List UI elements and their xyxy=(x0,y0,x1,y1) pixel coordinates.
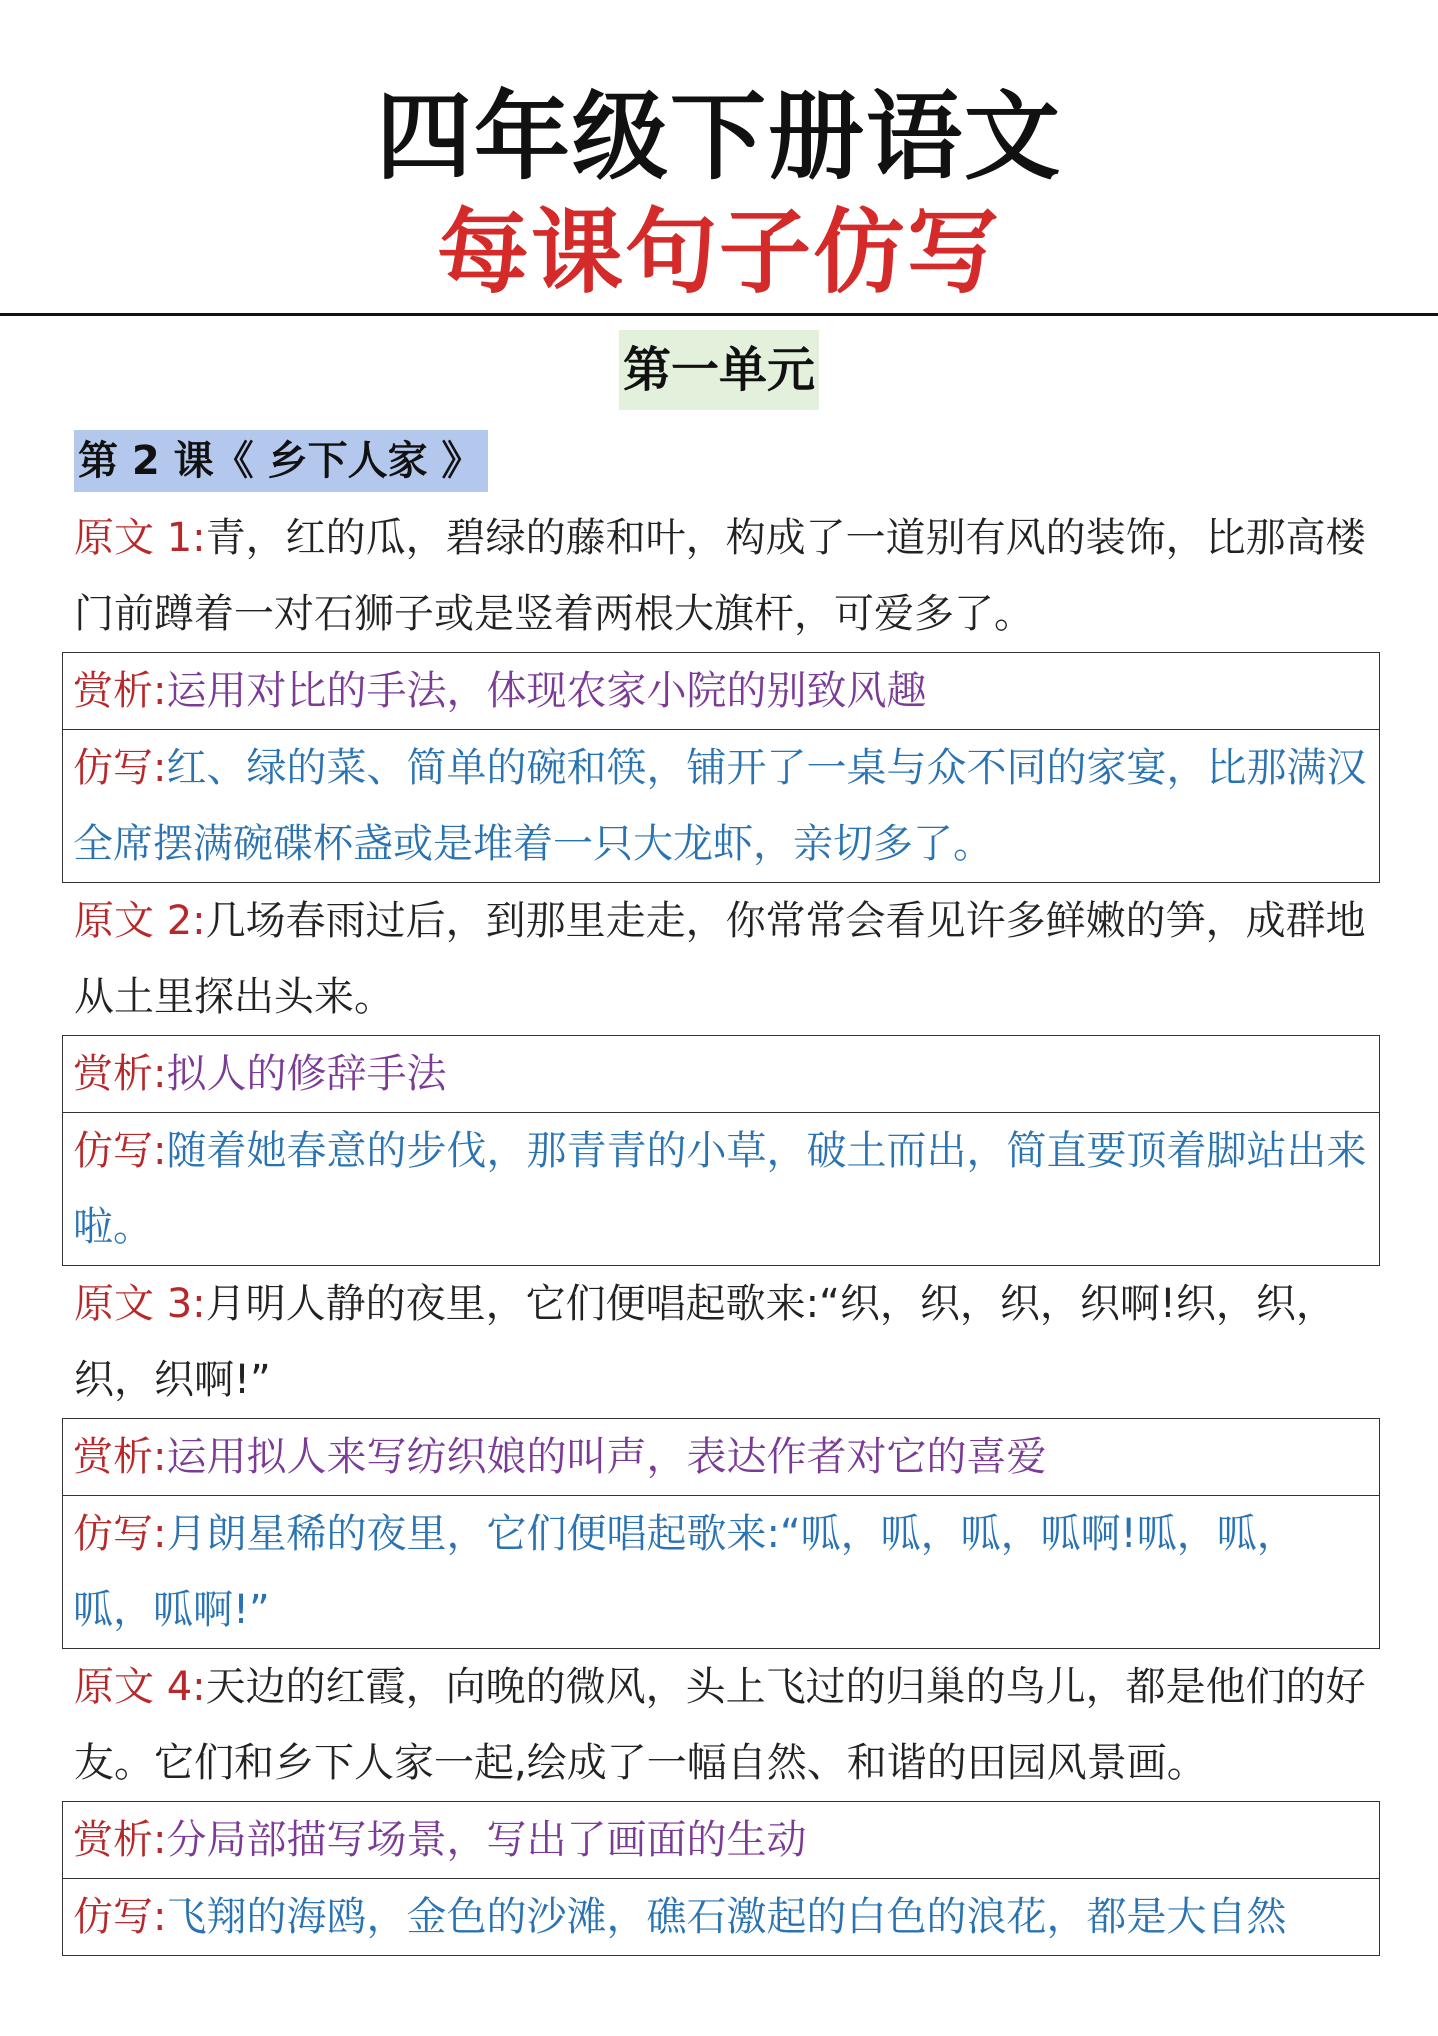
analysis-text: 运用对比的手法，体现农家小院的别致风趣 xyxy=(166,668,927,714)
original-label: 原文 3: xyxy=(74,1281,206,1327)
original-sentence: 青，红的瓜，碧绿的藤和叶，构成了一道别有风的装饰，比那高楼门前蹲着一对石狮子或是竖着两根大旗杆，可爱多了。 xyxy=(74,515,1366,637)
analysis-label: 赏析: xyxy=(73,1817,167,1863)
imitate-row xyxy=(63,1112,1379,1265)
original-text-1 xyxy=(74,500,1380,652)
original-text-4 xyxy=(74,1649,1380,1801)
unit-heading: 第一单元 xyxy=(619,330,819,410)
original-sentence: 天边的红霞，向晚的微风，头上飞过的归巢的鸟儿，都是他们的好友。它们和乡下人家一起,绘成了一幅自然、和谐的田园风景画。 xyxy=(74,1664,1366,1786)
original-label: 原文 2: xyxy=(74,898,206,944)
analysis-box-2 xyxy=(62,1035,1380,1266)
unit-heading-wrap xyxy=(0,330,1438,410)
original-label: 原文 1: xyxy=(74,515,206,561)
original-label: 原文 4: xyxy=(74,1664,206,1710)
original-text-3 xyxy=(74,1266,1380,1418)
analysis-text: 运用拟人来写纺织娘的叫声，表达作者对它的喜爱 xyxy=(166,1434,1047,1480)
page-subtitle: 每课句子仿写 xyxy=(436,199,1001,306)
analysis-row xyxy=(63,653,1379,729)
analysis-box-3 xyxy=(62,1418,1380,1649)
imitate-text: 月朗星稀的夜里，它们便唱起歌来:“呱，呱，呱，呱啊!呱，呱，呱，呱啊!” xyxy=(73,1511,1297,1633)
analysis-label: 赏析: xyxy=(73,1051,167,1097)
analysis-label: 赏析: xyxy=(73,668,167,714)
imitate-row xyxy=(63,1878,1379,1955)
lesson-content xyxy=(74,500,1380,1956)
analysis-box-4 xyxy=(62,1801,1380,1956)
imitate-label: 仿写: xyxy=(73,1894,167,1940)
imitate-row xyxy=(63,729,1379,882)
original-sentence: 几场春雨过后，到那里走走，你常常会看见许多鲜嫩的笋，成群地从土里探出头来。 xyxy=(74,898,1366,1020)
imitate-text: 红、绿的菜、简单的碗和筷，铺开了一桌与众不同的家宴，比那满汉全席摆满碗碟杯盏或是堆着一只大龙虾，亲切多了。 xyxy=(73,745,1367,867)
imitate-text: 随着她春意的步伐，那青青的小草，破土而出，简直要顶着脚站出来啦。 xyxy=(73,1128,1367,1250)
analysis-box-1 xyxy=(62,652,1380,883)
imitate-label: 仿写: xyxy=(73,745,167,791)
imitate-row xyxy=(63,1495,1379,1648)
analysis-text: 拟人的修辞手法 xyxy=(166,1051,447,1097)
lesson-heading: 第 2 课《 乡下人家 》 xyxy=(74,430,488,492)
original-text-2 xyxy=(74,883,1380,1035)
analysis-row xyxy=(63,1419,1379,1495)
imitate-label: 仿写: xyxy=(73,1128,167,1174)
original-sentence: 月明人静的夜里，它们便唱起歌来:“织，织，织，织啊!织，织，织，织啊!” xyxy=(74,1281,1336,1403)
analysis-text: 分局部描写场景，写出了画面的生动 xyxy=(166,1817,807,1863)
analysis-row xyxy=(63,1802,1379,1878)
imitate-label: 仿写: xyxy=(73,1511,167,1557)
page-title: 四年级下册语文 xyxy=(376,81,1062,193)
analysis-row xyxy=(63,1036,1379,1112)
analysis-label: 赏析: xyxy=(73,1434,167,1480)
title-divider xyxy=(0,313,1438,316)
imitate-text: 飞翔的海鸥，金色的沙滩，礁石激起的白色的浪花，都是大自然 xyxy=(166,1894,1287,1940)
